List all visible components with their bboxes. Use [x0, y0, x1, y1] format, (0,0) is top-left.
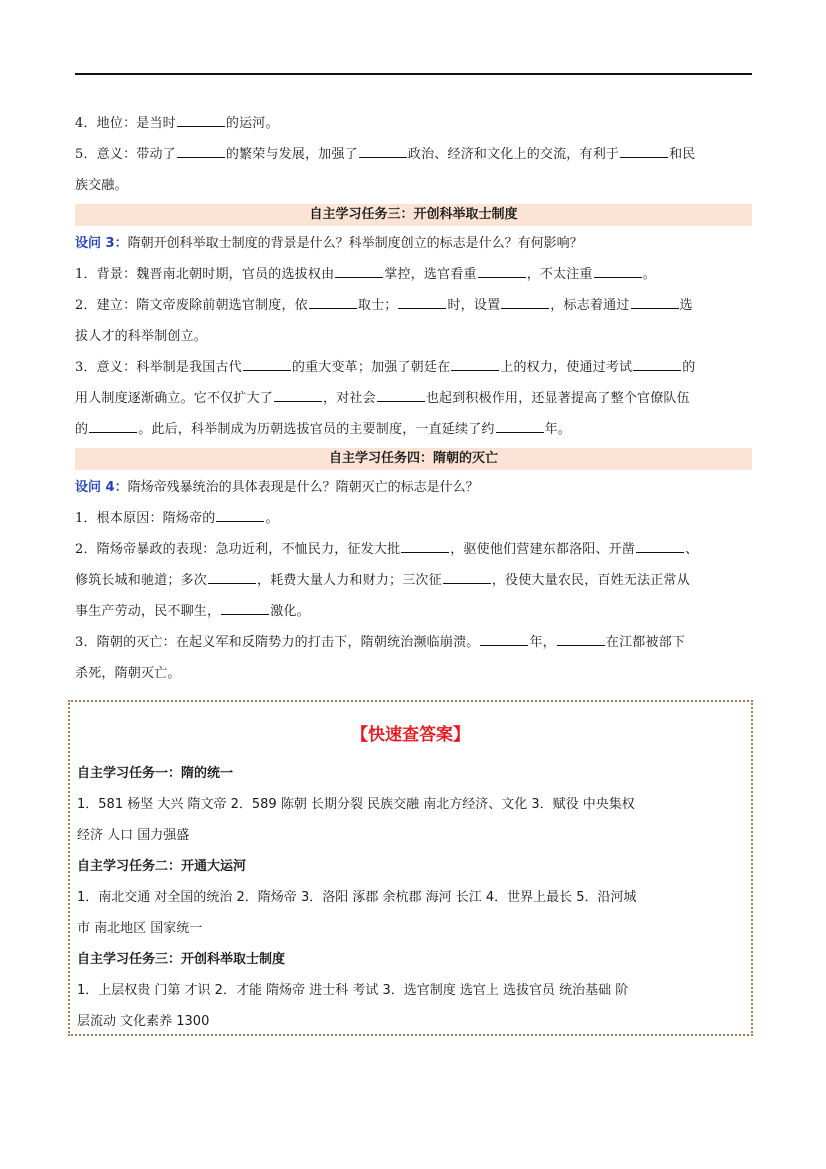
blank[interactable]	[274, 387, 322, 402]
blank[interactable]	[309, 294, 357, 309]
blank[interactable]	[557, 631, 605, 646]
blank[interactable]	[177, 143, 225, 158]
s2-item4	[75, 108, 752, 139]
blank[interactable]	[398, 294, 446, 309]
text-segment: 4．地位：是当时	[75, 116, 176, 131]
text-segment: ，不太注重	[526, 267, 593, 282]
answer-line: 市 南北地区 国家统一	[77, 921, 203, 936]
text-segment: 取士；	[357, 298, 398, 313]
text-segment: 修筑长城和驰道；多次	[75, 573, 208, 588]
blank[interactable]	[377, 387, 425, 402]
text-segment: 1．根本原因：隋炀帝的	[75, 511, 216, 526]
text-segment: 用人制度逐渐确立。它不仅扩大了	[75, 391, 274, 406]
text-segment: 的运河。	[225, 116, 279, 131]
s2-item5-cont: 族交融。	[75, 178, 128, 193]
text-segment: 隋炀帝残暴统治的具体表现是什么？隋朝灭亡的标志是什么？	[127, 480, 479, 495]
blank[interactable]	[480, 631, 528, 646]
s3-item2-cont: 拔人才的科举制创立。	[75, 329, 208, 344]
answer-key-list	[77, 758, 749, 1037]
text-segment: 隋朝开创科举取士制度的背景是什么？科举制度创立的标志是什么？有何影响？	[127, 236, 583, 251]
s3-item2	[75, 290, 752, 321]
blank[interactable]	[216, 507, 264, 522]
blank[interactable]	[496, 418, 544, 433]
text-segment: 也起到积极作用，还显著提高了整个官僚队伍	[425, 391, 690, 406]
text-segment: 。	[642, 267, 656, 282]
answer-line: 层流动 文化素养 1300	[77, 1014, 210, 1029]
blank[interactable]	[633, 356, 681, 371]
text-segment: 的	[75, 422, 89, 437]
text-segment: 选	[679, 298, 693, 313]
question-4	[75, 473, 752, 503]
text-segment: 的繁荣与发展，加强了	[225, 147, 358, 162]
blank[interactable]	[221, 600, 269, 615]
blank[interactable]	[594, 263, 642, 278]
s4-item3-cont: 杀死，隋朝灭亡。	[75, 666, 181, 681]
text-segment: 和民	[669, 147, 696, 162]
text-segment: 掌控，选官看重	[384, 267, 477, 282]
text-segment: 事生产劳动，民不聊生，	[75, 604, 221, 619]
answer-key-box	[68, 700, 753, 1036]
text-segment: ，驱使他们营建东都洛阳、开凿	[450, 542, 636, 557]
section-heading-4: 自主学习任务四：隋朝的灭亡	[75, 448, 752, 470]
blank[interactable]	[89, 418, 137, 433]
text-segment: 。此后，科举制成为历朝选拔官员的主要制度，一直延续了约	[138, 422, 495, 437]
blank[interactable]	[359, 143, 407, 158]
answer-line: 1．581 杨坚 大兴 隋文帝 2．589 陈朝 长期分裂 民族交融 南北方经济、文化 3．赋役 中央集权	[77, 797, 635, 812]
s3-item1	[75, 259, 752, 290]
blank[interactable]	[401, 538, 449, 553]
s4-item1	[75, 503, 752, 534]
text-segment: 。	[265, 511, 279, 526]
blank[interactable]	[451, 356, 499, 371]
text-segment: 激化。	[270, 604, 310, 619]
blank[interactable]	[620, 143, 668, 158]
s3-item3	[75, 352, 752, 383]
text-segment: ，耗费大量人力和财力；三次征	[257, 573, 442, 588]
text-segment: 在江都被部下	[605, 635, 686, 650]
question-3	[75, 229, 752, 259]
s3-item3-l2	[75, 383, 752, 414]
text-segment: 1．背景：魏晋南北朝时期，官员的选拔权由	[75, 267, 335, 282]
text-segment: 年，	[529, 635, 556, 650]
s4-item2-l3	[75, 596, 752, 627]
answer-group-heading: 自主学习任务三：开创科举取士制度	[77, 952, 286, 967]
blank[interactable]	[208, 569, 256, 584]
answer-line: 1．南北交通 对全国的统治 2．隋炀帝 3．洛阳 涿郡 余杭郡 海河 长江 4．世界上最长 5．沿河城	[77, 890, 637, 905]
blank[interactable]	[636, 538, 684, 553]
text-segment: 3．隋朝的灭亡：在起义军和反隋势力的打击下，隋朝统治濒临崩溃。	[75, 635, 480, 650]
text-segment: 政治、经济和文化上的交流，有利于	[407, 147, 620, 162]
s2-item5	[75, 139, 752, 170]
answer-line: 经济 人口 国力强盛	[77, 828, 190, 843]
text-segment: 2．隋炀帝暴政的表现：急功近利，不恤民力，征发大批	[75, 542, 401, 557]
text-segment: ，对社会	[323, 391, 376, 406]
text-segment: 、	[685, 542, 699, 557]
s4-item2	[75, 534, 752, 565]
text-segment: 年。	[544, 422, 572, 437]
text-segment: 的	[682, 360, 696, 375]
text-segment: ，役使大量农民，百姓无法正常从	[491, 573, 690, 588]
text-segment: 3．意义：科举制是我国古代	[75, 360, 242, 375]
answer-group-heading: 自主学习任务二：开通大运河	[77, 859, 247, 874]
blank[interactable]	[243, 356, 291, 371]
s4-item2-l2	[75, 565, 752, 596]
text-segment: ，标志着通过	[550, 298, 630, 313]
blank[interactable]	[443, 569, 491, 584]
blank[interactable]	[631, 294, 679, 309]
blank[interactable]	[478, 263, 526, 278]
answer-key-title: 【快速查答案】	[351, 725, 470, 745]
text-segment: 时，设置	[447, 298, 501, 313]
blank[interactable]	[335, 263, 383, 278]
text-segment: 的重大变革；加强了朝廷在	[291, 360, 451, 375]
blank[interactable]	[501, 294, 549, 309]
worksheet-body	[75, 108, 752, 689]
blank[interactable]	[177, 112, 225, 127]
answer-group-heading: 自主学习任务一：隋的统一	[77, 766, 234, 781]
answer-line: 1．上层权贵 门第 才识 2．才能 隋炀帝 进士科 考试 3．选官制度 选官上 选拔官员 统治基础 阶	[77, 983, 629, 998]
text-segment: 设问 3：	[75, 236, 128, 251]
s4-item3	[75, 627, 752, 658]
text-segment: 5．意义：带动了	[75, 147, 176, 162]
text-segment: 上的权力，使通过考试	[500, 360, 633, 375]
section-heading-3: 自主学习任务三：开创科举取士制度	[75, 204, 752, 226]
text-segment: 2．建立：隋文帝废除前朝选官制度，依	[75, 298, 308, 313]
header-rule	[75, 73, 752, 75]
s3-item3-l3	[75, 414, 752, 445]
text-segment: 设问 4：	[75, 480, 128, 495]
